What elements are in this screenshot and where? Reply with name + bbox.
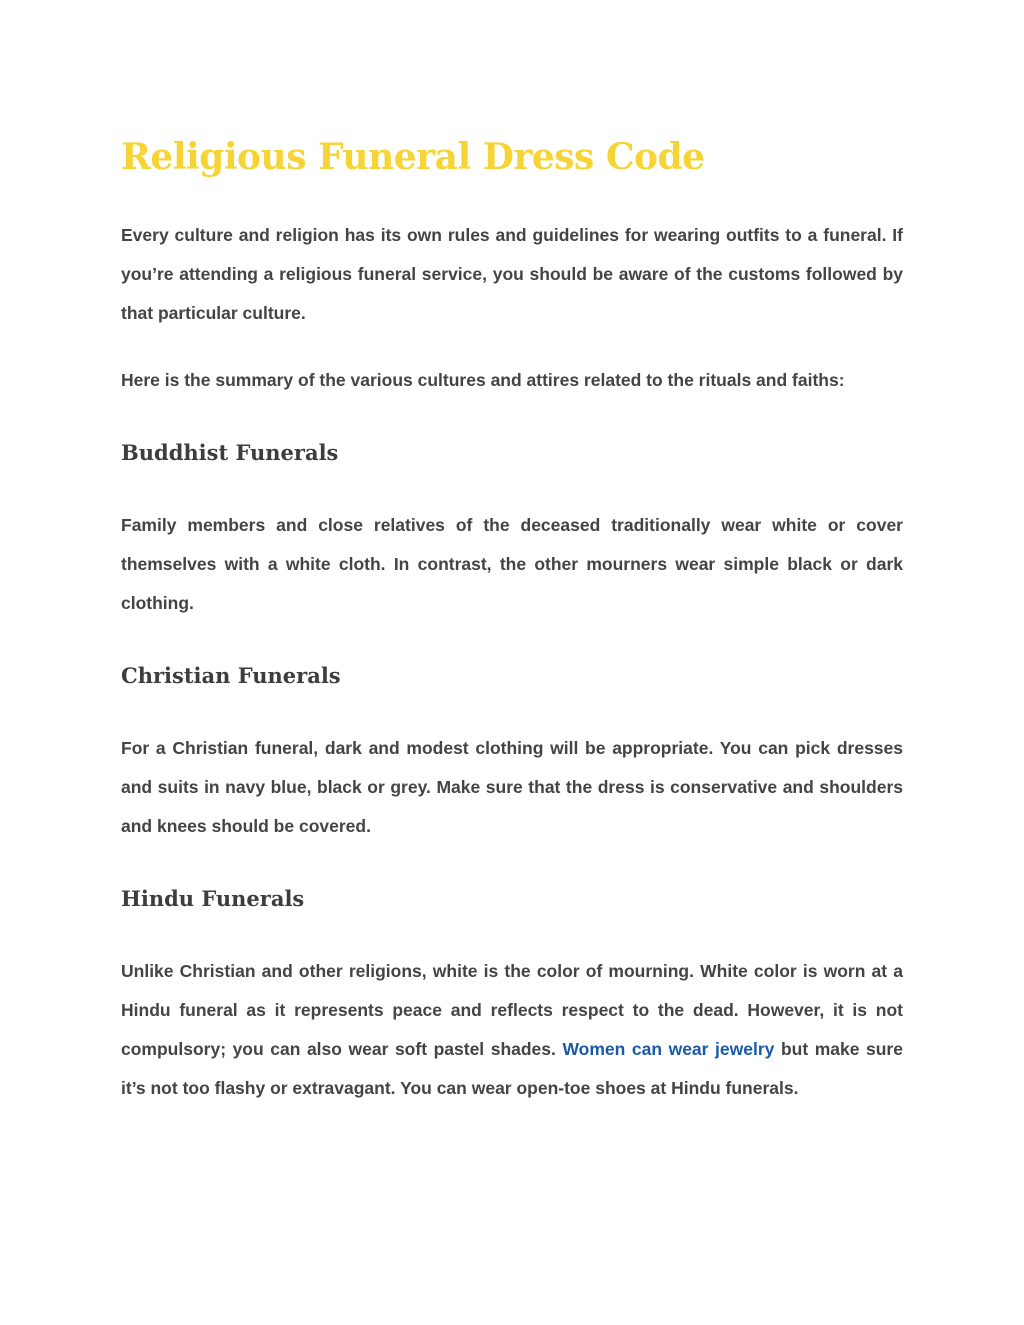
- section-heading-christian: Christian Funerals: [121, 663, 341, 688]
- section-paragraph-buddhist: Family members and close relatives of the deceased traditionally wear white or cover themselves with a white cloth. In contrast, the other mourners wear simple black or dark clothing.: [121, 515, 903, 613]
- intro-paragraph: Every culture and religion has its own rules and guidelines for wearing outfits to a funeral. If you’re attending a religious funeral service, you should be aware of the customs followed by that particular culture.: [121, 225, 903, 323]
- women-jewelry-link[interactable]: Women can wear jewelry: [562, 1039, 775, 1059]
- document-page: [121, 128, 903, 1108]
- hindu-text-after-link: but make sure it’s not too flashy or extravagant. You can wear open-toe shoes at Hindu funerals.: [121, 1039, 903, 1098]
- page-title: Religious Funeral Dress Code: [121, 136, 705, 178]
- section-heading-buddhist: Buddhist Funerals: [121, 440, 339, 465]
- hindu-text-before-link: Unlike Christian and other religions, white is the color of mourning. White color is worn at a Hindu funeral as it represents peace and reflects respect to the dead. However, it is not compulsory; you can also wear soft pastel shades.: [121, 961, 903, 1059]
- summary-paragraph: Here is the summary of the various cultures and attires related to the rituals and faiths:: [121, 370, 845, 390]
- section-heading-hindu: Hindu Funerals: [121, 886, 305, 911]
- section-paragraph-hindu: [121, 952, 903, 1108]
- section-paragraph-christian: For a Christian funeral, dark and modest clothing will be appropriate. You can pick dresses and suits in navy blue, black or grey. Make sure that the dress is conservative and shoulders and knees should be covered.: [121, 738, 903, 836]
